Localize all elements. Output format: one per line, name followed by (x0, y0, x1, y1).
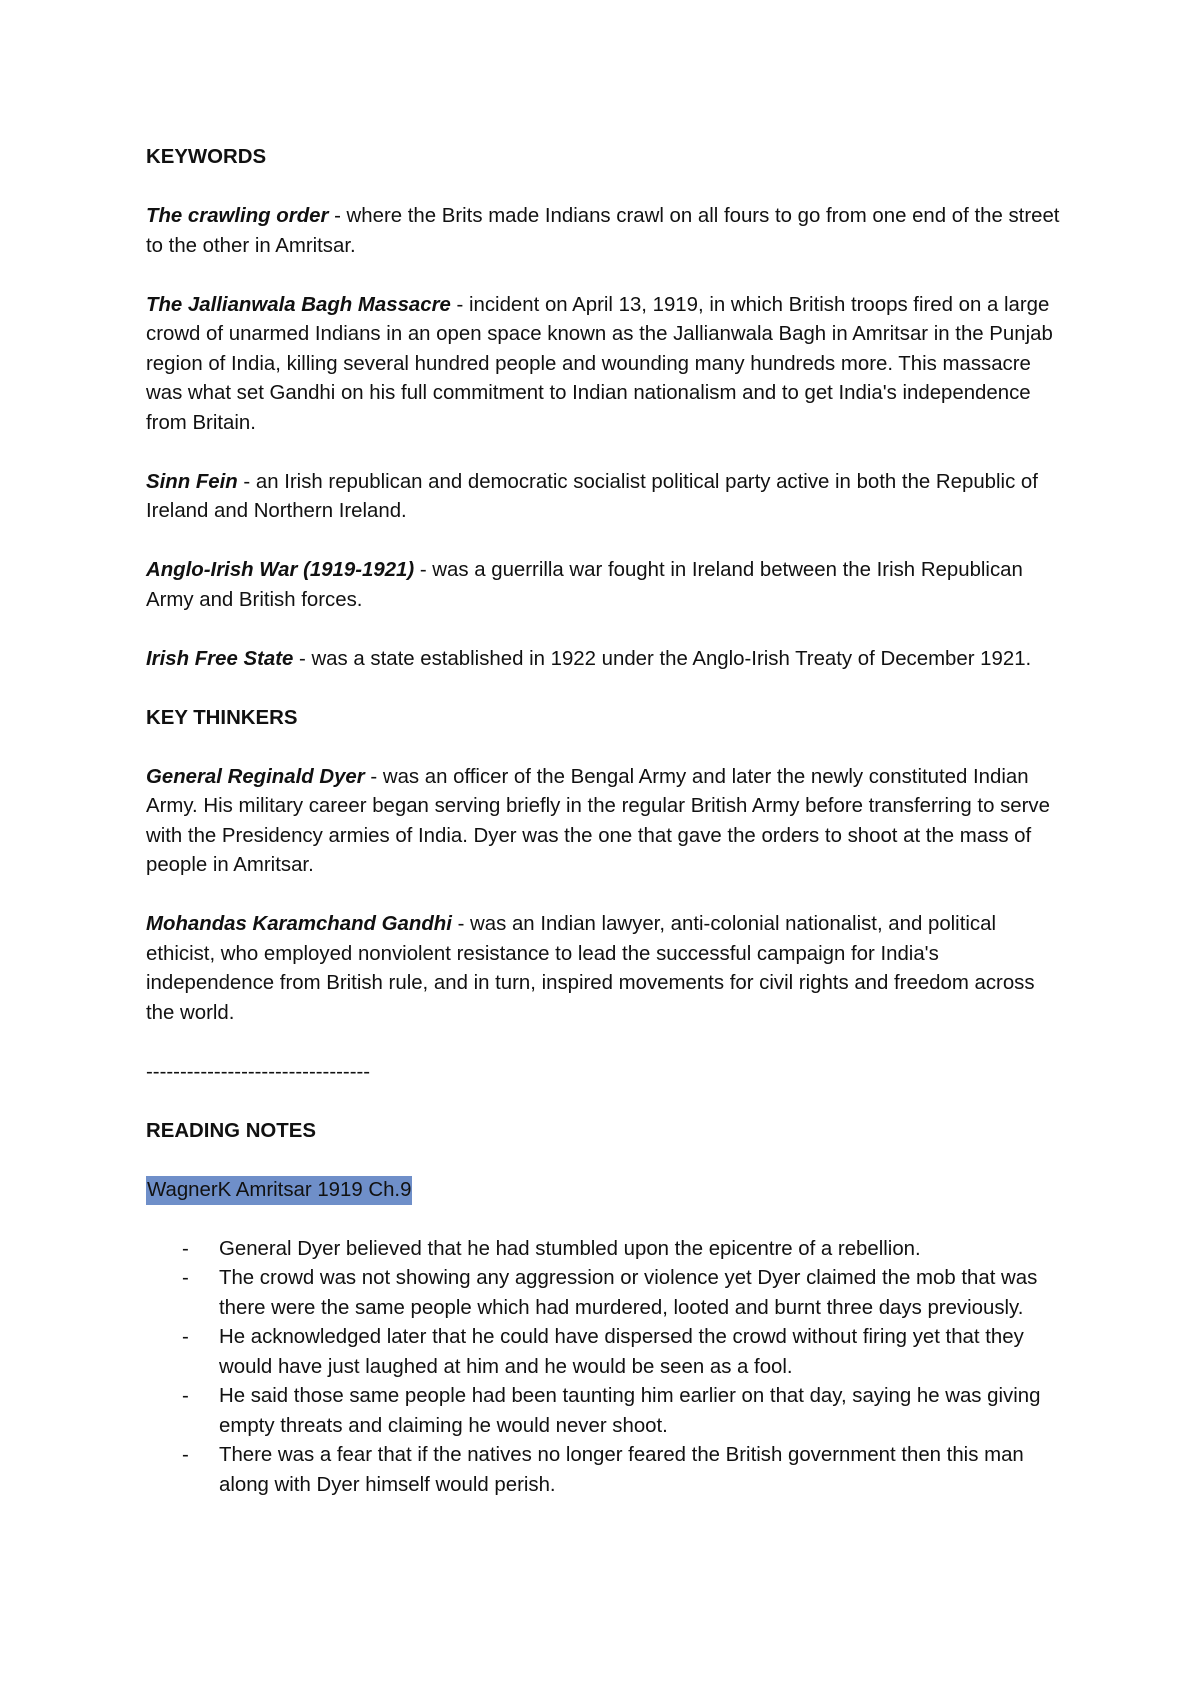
keyword-term: The crawling order (146, 205, 329, 227)
thinker-name: Mohandas Karamchand Gandhi (146, 913, 452, 935)
reading-notes-heading: READING NOTES (146, 1119, 316, 1142)
section-divider: --------------------------------- (146, 1060, 371, 1083)
thinker-entry-dyer (146, 763, 1066, 881)
keyword-term: Anglo-Irish War (1919-1921) (146, 559, 415, 581)
bullet-dash: - (182, 1267, 189, 1289)
keywords-heading: KEYWORDS (146, 146, 267, 168)
bullet-dash: - (182, 1326, 189, 1348)
keyword-definition: - was a state established in 1922 under the Anglo-Irish Treaty of December 1921. (293, 647, 1032, 670)
reading-notes-list (146, 1235, 1066, 1501)
keyword-entry-anglo-irish-war (146, 556, 1066, 615)
keyword-definition: - an Irish republican and democratic socialist political party active in both the Republic of Ireland and Northern Ireland. (146, 470, 1038, 522)
thinker-description: - was an officer of the Bengal Army and later the newly constituted Indian Army. His military career began serving briefly in the regular British Army before transferring to serve with the Presidency armies of India. Dyer was the one that gave the orders to shoot at the mass of people in Amritsar. (146, 765, 1050, 876)
list-item (146, 1323, 1066, 1382)
keyword-definition: - where the Brits made Indians crawl on all fours to go from one end of the street to the other in Amritsar. (146, 205, 1060, 257)
keyword-term: Sinn Fein (146, 470, 238, 493)
note-text: There was a fear that if the natives no longer feared the British government then this man along with Dyer himself would perish. (219, 1444, 1024, 1496)
note-text: He acknowledged later that he could have dispersed the crowd without firing yet that they would have just laughed at him and he would be seen as a fool. (219, 1326, 1024, 1378)
keyword-entry-jallianwala (146, 291, 1066, 439)
key-thinkers-heading: KEY THINKERS (146, 706, 298, 729)
thinker-description: - was an Indian lawyer, anti-colonial nationalist, and political ethicist, who employed nonviolent resistance to lead the successful campaign for India's independence from British rule, and in turn, inspired movements for civil rights and freedom across the world. (146, 913, 1035, 1024)
list-item (146, 1441, 1066, 1500)
note-text: General Dyer believed that he had stumbled upon the epicentre of a rebellion. (219, 1237, 921, 1260)
keyword-entry-irish-free-state (146, 645, 1066, 675)
keyword-term: The Jallianwala Bagh Massacre (146, 293, 451, 316)
keyword-definition: - incident on April 13, 1919, in which British troops fired on a large crowd of unarmed Indians in an open space known as the Jallianwala Bagh in Amritsar in the Punjab region of India, killing several hundred people and wounding many hundreds more. This massacre was what set Gandhi on his full commitment to Indian nationalism and to get India's independence from Britain. (146, 293, 1053, 434)
thinker-name: General Reginald Dyer (146, 765, 365, 788)
keyword-entry-crawling-order (146, 202, 1066, 261)
list-item (146, 1235, 1066, 1265)
reading-source-highlight: WagnerK Amritsar 1919 Ch.9 (146, 1176, 412, 1206)
keyword-definition: - was a guerrilla war fought in Ireland between the Irish Republican Army and British forces. (146, 559, 1023, 611)
bullet-dash: - (182, 1444, 189, 1466)
keyword-term: Irish Free State (146, 647, 294, 670)
keyword-entry-sinn-fein (146, 468, 1066, 527)
bullet-dash: - (182, 1237, 189, 1260)
list-item (146, 1382, 1066, 1441)
note-text: He said those same people had been taunting him earlier on that day, saying he was giving empty threats and claiming he would never shoot. (219, 1385, 1041, 1437)
document-page (146, 143, 1066, 1500)
thinker-entry-gandhi (146, 910, 1066, 1028)
note-text: The crowd was not showing any aggression or violence yet Dyer claimed the mob that was there were the same people which had murdered, looted and burnt three days previously. (219, 1267, 1038, 1319)
reading-source-line (146, 1176, 1066, 1206)
bullet-dash: - (182, 1385, 189, 1407)
list-item (146, 1264, 1066, 1323)
